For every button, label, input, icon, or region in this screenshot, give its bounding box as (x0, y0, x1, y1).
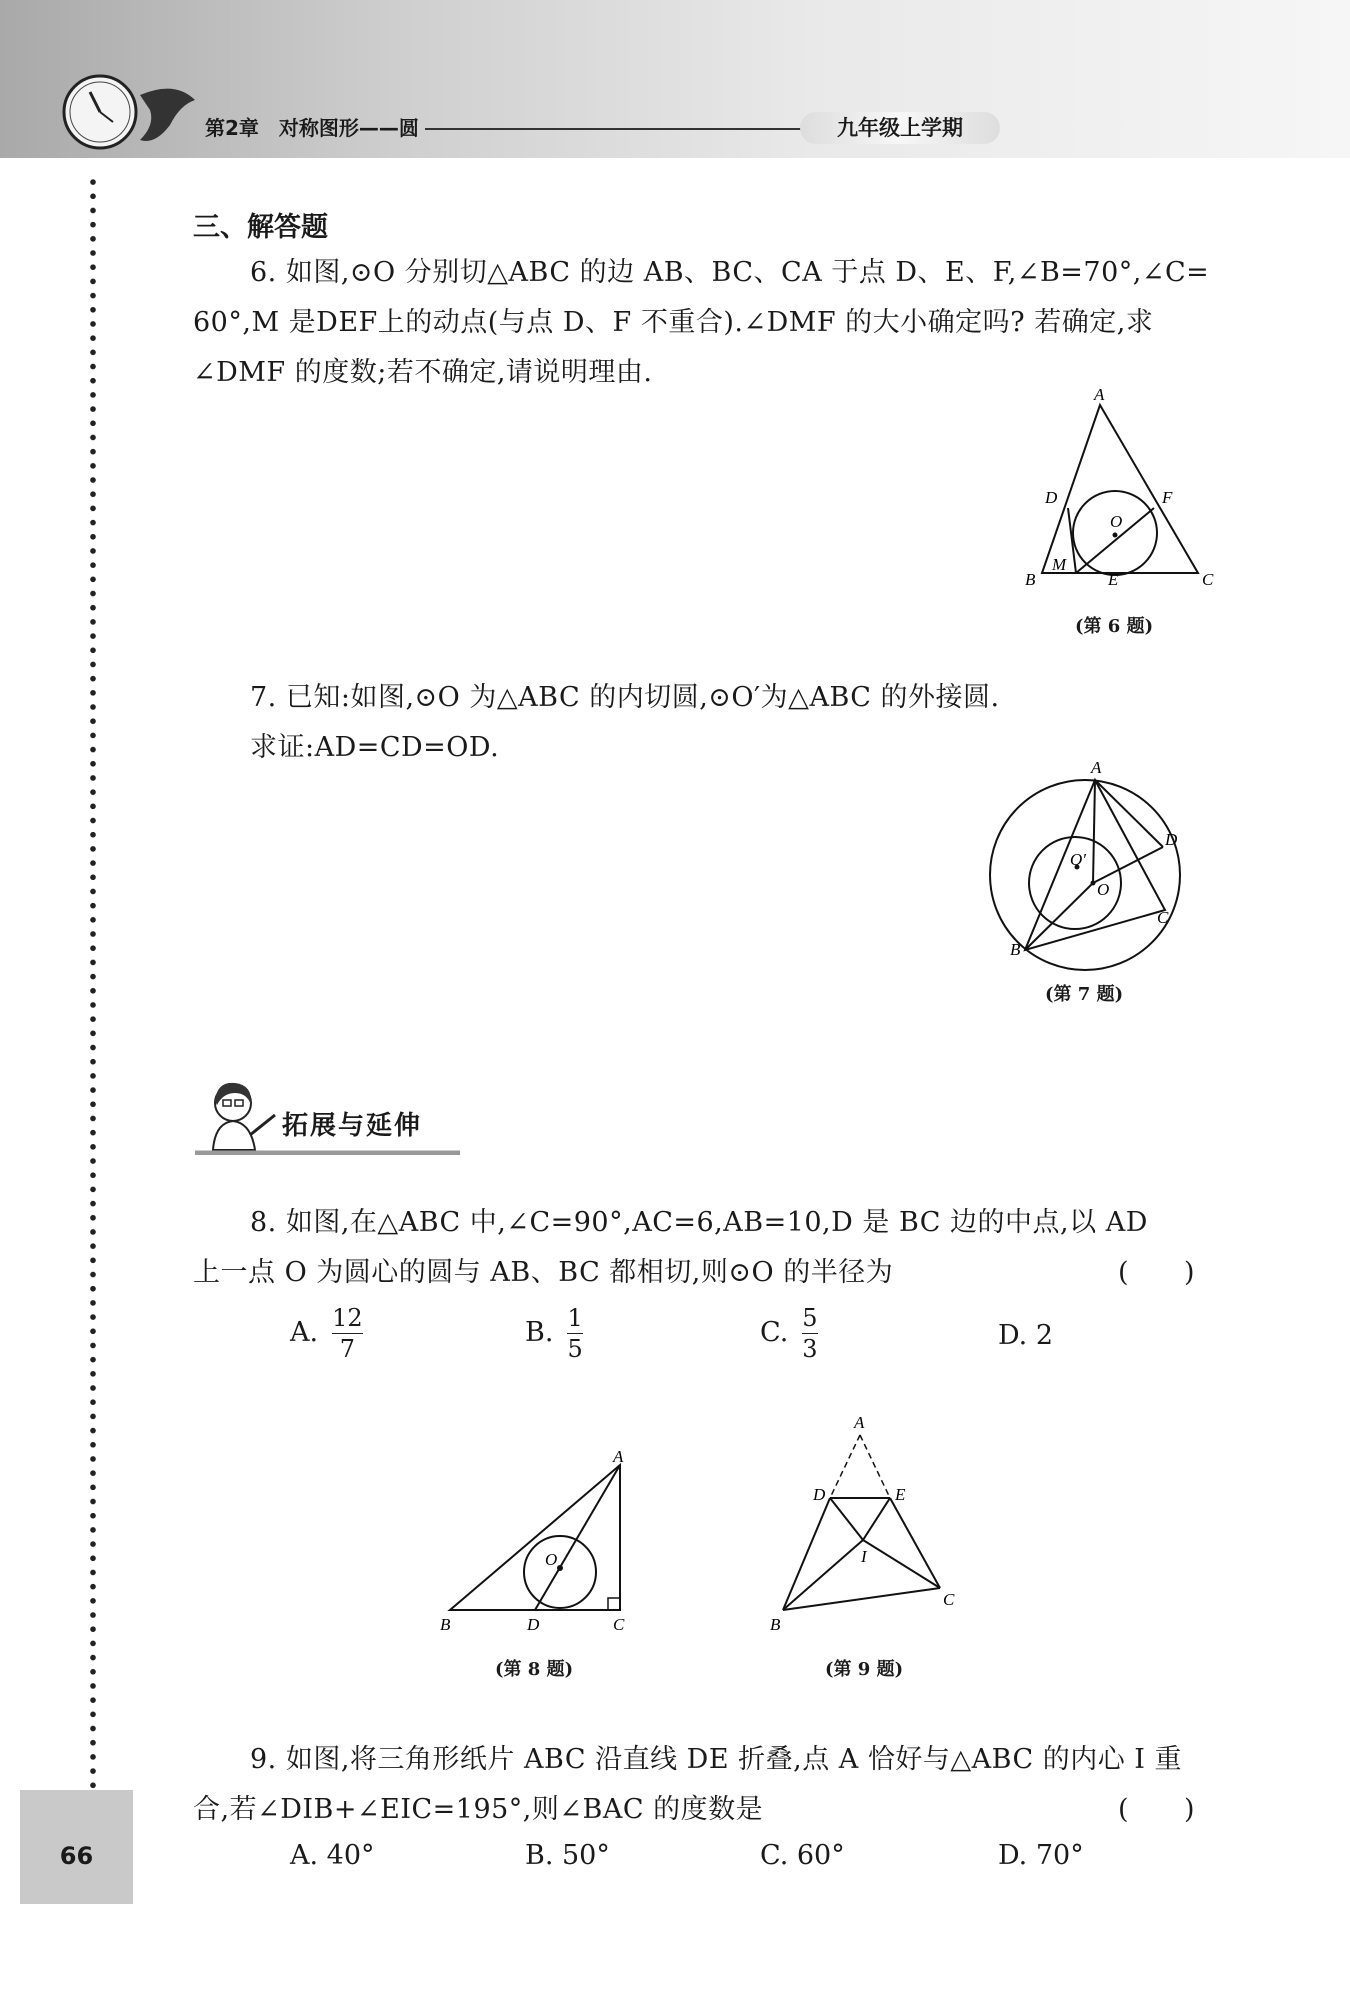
q9-caption: (第 9 题) (825, 1659, 904, 1680)
page-number: 66 (59, 1842, 94, 1870)
q8-choice-a-fraction (332, 1305, 363, 1362)
q8-choice-b-fraction (567, 1305, 582, 1362)
q6-label-o: O (1110, 512, 1123, 531)
q8-label-a: A (613, 1450, 624, 1466)
q9-label-c: C (943, 1590, 955, 1609)
q8-c-den: 3 (802, 1335, 818, 1363)
q9-label-i: I (861, 1547, 867, 1566)
q6-line3: ∠DMF 的度数;若不确定,请说明理由. (193, 357, 653, 388)
q8-right-angle (608, 1598, 620, 1610)
q8-triangle (450, 1465, 620, 1610)
q8-choice-b-label: B. (525, 1317, 554, 1348)
q9-label-a: A (854, 1413, 865, 1432)
q8-center-dot (557, 1565, 563, 1571)
q7-line1: 7. 已知:如图,⊙O 为△ABC 的内切圆,⊙O′为△ABC 的外接圆. (250, 682, 1000, 713)
q8-label-c: C (613, 1615, 625, 1634)
q7-label-d: D (1165, 830, 1178, 849)
q8-label-d: D (527, 1615, 540, 1634)
q9-choice-b: B. 50° (525, 1840, 610, 1871)
q8-choice-c-fraction (802, 1305, 817, 1362)
q9-label-e: E (895, 1485, 906, 1504)
q7-label-o: O (1097, 880, 1110, 899)
q9-segment-ei (863, 1498, 890, 1540)
extension-section-title: 拓展与延伸 (282, 1111, 423, 1141)
q9-choice-a: A. 40° (290, 1840, 375, 1871)
q9-fold-ae (860, 1435, 890, 1498)
q7-caption: (第 7 题) (1045, 984, 1124, 1005)
q8-line2: 上一点 O 为圆心的圆与 AB、BC 都相切,则⊙O 的半径为 (193, 1257, 894, 1288)
compass-logo-icon (55, 70, 205, 160)
q9-segment-di (830, 1498, 863, 1540)
q8-b-num: 1 (567, 1304, 583, 1332)
grade-badge: 九年级上学期 (800, 112, 1000, 144)
q8-figure (430, 1450, 640, 1640)
q9-segment-ec (890, 1498, 940, 1588)
q9-line2: 合,若∠DIB+∠EIC=195°,则∠BAC 的度数是 (193, 1794, 764, 1825)
q6-label-c: C (1202, 570, 1214, 585)
q7-label-c: C (1157, 908, 1169, 927)
q7-incenter-dot (1091, 881, 1096, 886)
q8-choice-c-label: C. (760, 1317, 789, 1348)
q6-line1: 6. 如图,⊙O 分别切△ABC 的边 AB、BC、CA 于点 D、E、F,∠B=70°,∠C= (250, 257, 1210, 288)
q6-figure (1010, 385, 1230, 585)
q8-circle (524, 1536, 596, 1608)
q7-segment-od (1093, 847, 1163, 883)
q7-label-b: B (1010, 940, 1021, 959)
q7-line2: 求证:AD=CD=OD. (250, 732, 500, 763)
q6-center-dot (1113, 533, 1118, 538)
q6-triangle (1042, 405, 1198, 573)
binding-dots (90, 175, 96, 1795)
q8-c-num: 5 (802, 1304, 818, 1332)
header-rule (425, 128, 805, 130)
q8-choice-a-label: A. (290, 1317, 319, 1348)
section-title: 三、解答题 (193, 212, 328, 243)
q8-a-den: 7 (339, 1335, 355, 1363)
q8-choice-d: D. 2 (998, 1320, 1054, 1351)
chapter-title: 第2章 对称图形——圆 (205, 116, 419, 140)
q6-label-a: A (1094, 385, 1105, 404)
q8-answer-paren: ( ) (1118, 1257, 1196, 1288)
q9-answer-paren: ( ) (1118, 1794, 1196, 1825)
q9-figure (765, 1410, 965, 1640)
q8-choice-a (290, 1305, 363, 1362)
q6-caption: (第 6 题) (1075, 616, 1154, 637)
q8-caption: (第 8 题) (495, 1659, 574, 1680)
q9-segment-bc (783, 1588, 940, 1610)
q7-label-o-prime: O′ (1070, 850, 1086, 869)
q6-label-b: B (1025, 570, 1036, 585)
q6-label-m: M (1052, 555, 1067, 574)
q8-b-den: 5 (567, 1335, 583, 1363)
q9-label-b: B (770, 1615, 781, 1634)
q6-line2: 60°,M 是DEF上的动点(与点 D、F 不重合).∠DMF 的大小确定吗? 若确定,求 (193, 307, 1154, 338)
q6-label-f: F (1162, 488, 1173, 507)
q8-choice-c (760, 1305, 818, 1362)
q7-figure (975, 755, 1195, 975)
q9-choice-d: D. 70° (998, 1840, 1084, 1871)
q8-label-o: O (545, 1550, 558, 1569)
q7-label-a: A (1091, 758, 1102, 777)
q9-choice-c: C. 60° (760, 1840, 845, 1871)
q9-line1: 9. 如图,将三角形纸片 ABC 沿直线 DE 折叠,点 A 恰好与△ABC 的内心 I 重 (250, 1744, 1183, 1775)
q8-label-b: B (440, 1615, 451, 1634)
q9-segment-ci (863, 1540, 940, 1588)
q6-label-e: E (1108, 570, 1119, 585)
q7-segment-ao (1093, 780, 1095, 883)
q9-segment-db (783, 1498, 830, 1610)
q8-a-num: 12 (332, 1304, 363, 1332)
q8-line1: 8. 如图,在△ABC 中,∠C=90°,AC=6,AB=10,D 是 BC 边的中点,以 AD (250, 1207, 1148, 1238)
q8-choice-b (525, 1305, 583, 1362)
q6-label-d: D (1045, 488, 1058, 507)
q9-label-d: D (813, 1485, 826, 1504)
q9-fold-ad (830, 1435, 860, 1498)
